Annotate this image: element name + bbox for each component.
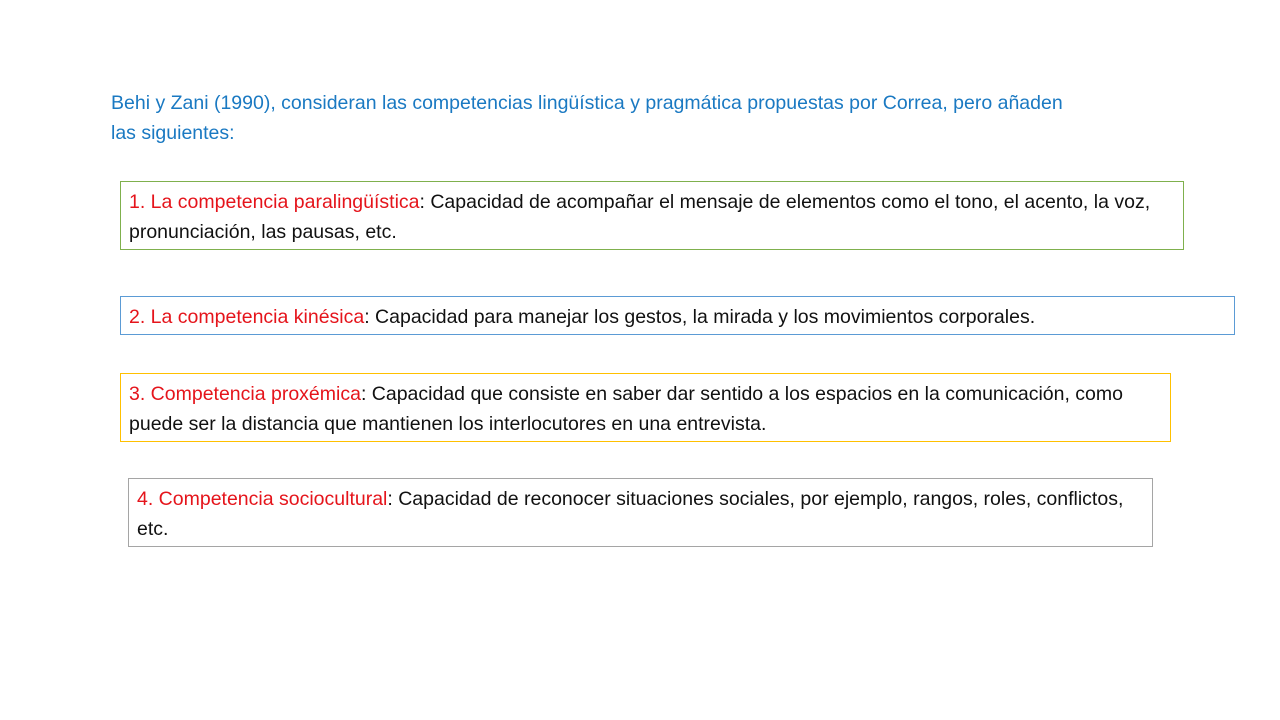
competence-description: : Capacidad de reconocer situaciones sociales, por ejemplo, rangos, roles, conflictos, etc. [137, 488, 1124, 540]
competence-title: 4. Competencia sociocultural [137, 488, 388, 510]
competence-title: 3. Competencia proxémica [129, 383, 361, 405]
competence-description: : Capacidad para manejar los gestos, la mirada y los movimientos corporales. [364, 306, 1036, 328]
competence-title: 2. La competencia kinésica [129, 306, 365, 328]
competence-box-paralinguistic [120, 181, 1184, 250]
intro-paragraph: Behi y Zani (1990), consideran las competencias lingüística y pragmática propuestas por Correa, pero añaden las siguientes: [111, 92, 1063, 144]
competence-description: : Capacidad que consiste en saber dar sentido a los espacios en la comunicación, como puede ser la distancia que mantienen los interlocutores en una entrevista. [129, 383, 1123, 435]
competence-box-sociocultural [128, 478, 1153, 547]
competence-box-proxemic [120, 373, 1171, 442]
competence-title: 1. La competencia paralingüística [129, 191, 420, 213]
competence-description: : Capacidad de acompañar el mensaje de elementos como el tono, el acento, la voz, pronunciación, las pausas, etc. [129, 191, 1151, 243]
competence-box-kinesic [120, 296, 1235, 335]
